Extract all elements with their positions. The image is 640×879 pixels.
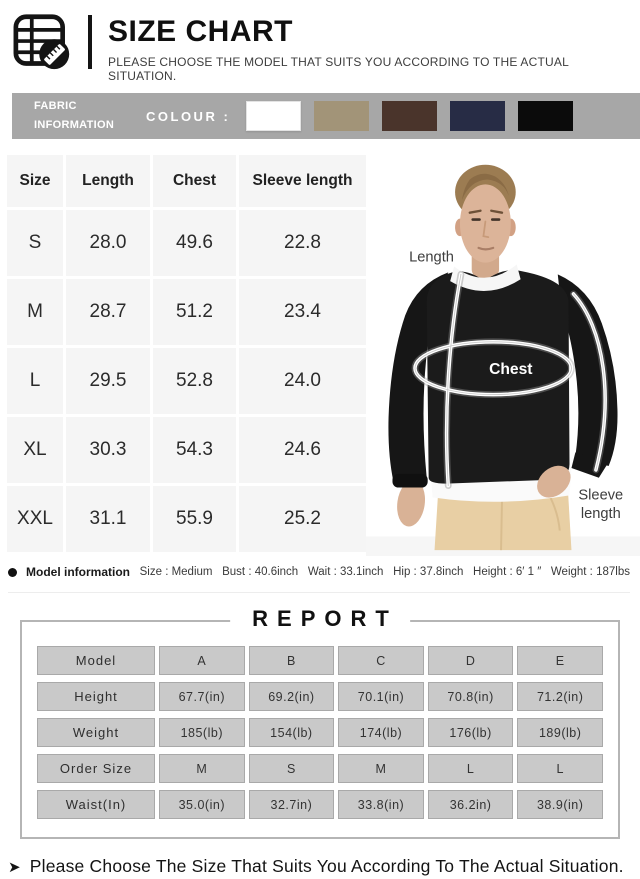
header-text	[108, 13, 640, 83]
swatch-black	[518, 101, 573, 131]
report-cell: A	[159, 646, 245, 675]
chest-cell: 54.3	[153, 417, 236, 483]
size-chart-table-ruler-icon	[12, 13, 74, 71]
size-cell: XXL	[7, 486, 63, 552]
size-table-header: Chest	[153, 155, 236, 207]
sleeve-cell: 24.6	[239, 417, 366, 483]
report-cell: 38.9(in)	[517, 790, 603, 819]
header-divider	[88, 15, 92, 69]
fabric-information-label	[34, 97, 138, 136]
report-cell: S	[249, 754, 335, 783]
report-row-label: Waist(In)	[37, 790, 155, 819]
header	[0, 0, 640, 83]
report-cell: 185(lb)	[159, 718, 245, 747]
report-cell: M	[338, 754, 424, 783]
report-cell: 176(lb)	[428, 718, 514, 747]
size-table-header: Size	[7, 155, 63, 207]
length-cell: 29.5	[66, 348, 150, 414]
report-cell: 67.7(in)	[159, 682, 245, 711]
size-cell: S	[7, 210, 63, 276]
report-cell: 70.1(in)	[338, 682, 424, 711]
fabric-label-line1: FABRIC	[34, 99, 77, 112]
chest-annotation-label: Chest	[489, 361, 533, 379]
report-cell: E	[517, 646, 603, 675]
size-cell: XL	[7, 417, 63, 483]
report-cell: 70.8(in)	[428, 682, 514, 711]
model-info-waist: Wait : 33.1inch	[307, 566, 384, 578]
chest-cell: 55.9	[153, 486, 236, 552]
length-cell: 28.7	[66, 279, 150, 345]
chest-cell: 51.2	[153, 279, 236, 345]
model-info-height: Height : 6′ 1 ″	[473, 566, 542, 578]
colour-label: COLOUR :	[146, 108, 231, 124]
sleeve-cell: 25.2	[239, 486, 366, 552]
model-info-row	[8, 565, 630, 593]
sleeve-cell: 23.4	[239, 279, 366, 345]
swatch-white	[246, 101, 301, 131]
report-cell: 36.2in)	[428, 790, 514, 819]
report-row-label: Height	[37, 682, 155, 711]
swatch-khaki	[314, 101, 369, 131]
length-cell: 28.0	[66, 210, 150, 276]
model-info-size: Size : Medium	[139, 566, 213, 578]
model-illustration	[366, 155, 640, 556]
report-cell: 174(lb)	[338, 718, 424, 747]
model-info-label-group	[8, 565, 130, 579]
length-cell: 30.3	[66, 417, 150, 483]
colour-swatches	[246, 101, 573, 131]
report-row-label: Weight	[37, 718, 155, 747]
report-cell: D	[428, 646, 514, 675]
report-row-label: Model	[37, 646, 155, 675]
length-annotation-label: Length	[409, 249, 454, 266]
footer-text: Please Choose The Size That Suits You According To The Actual Situation.	[29, 856, 624, 876]
chest-cell: 49.6	[153, 210, 236, 276]
page-subtitle: PLEASE CHOOSE THE MODEL THAT SUITS YOU ACCORDING TO THE ACTUAL SITUATION.	[108, 55, 569, 83]
report-title: REPORT	[230, 606, 410, 632]
report-cell: C	[338, 646, 424, 675]
main-content	[0, 155, 640, 559]
swatch-dark-brown	[382, 101, 437, 131]
report-cell: 189(lb)	[517, 718, 603, 747]
report-cell: 69.2(in)	[249, 682, 335, 711]
sleeve-annotation-label-line2: length	[580, 505, 621, 522]
length-cell: 31.1	[66, 486, 150, 552]
size-table	[7, 155, 366, 559]
page-title: SIZE CHART	[108, 15, 293, 48]
report-cell: L	[428, 754, 514, 783]
report-cell: 154(lb)	[249, 718, 335, 747]
fabric-information-bar	[12, 93, 640, 139]
model-photo	[366, 155, 640, 559]
model-info-label: Model information	[26, 565, 130, 579]
report-cell: 33.8(in)	[338, 790, 424, 819]
fabric-label-line2: INFORMATION	[34, 119, 115, 131]
report-cell: M	[159, 754, 245, 783]
report-cell: 35.0(in)	[159, 790, 245, 819]
sleeve-cell: 24.0	[239, 348, 366, 414]
bullet-dot-icon	[8, 568, 17, 577]
size-table-header: Length	[66, 155, 150, 207]
report-table	[37, 646, 603, 819]
arrow-icon: ➤	[8, 859, 21, 876]
footer-note	[8, 856, 634, 877]
sleeve-annotation-label-line1: Sleeve	[578, 487, 624, 504]
model-info-hip: Hip : 37.8inch	[393, 566, 464, 578]
sleeve-cell: 22.8	[239, 210, 366, 276]
model-info-weight: Weight : 187lbs	[550, 566, 630, 578]
chest-cell: 52.8	[153, 348, 236, 414]
report-row-label: Order Size	[37, 754, 155, 783]
size-table-header: Sleeve length	[239, 155, 366, 207]
size-cell: M	[7, 279, 63, 345]
report-cell: 32.7in)	[249, 790, 335, 819]
size-cell: L	[7, 348, 63, 414]
model-info-bust: Bust : 40.6inch	[222, 566, 299, 578]
report-cell: L	[517, 754, 603, 783]
report-section	[20, 606, 620, 839]
report-cell: 71.2(in)	[517, 682, 603, 711]
report-cell: B	[249, 646, 335, 675]
swatch-navy	[450, 101, 505, 131]
